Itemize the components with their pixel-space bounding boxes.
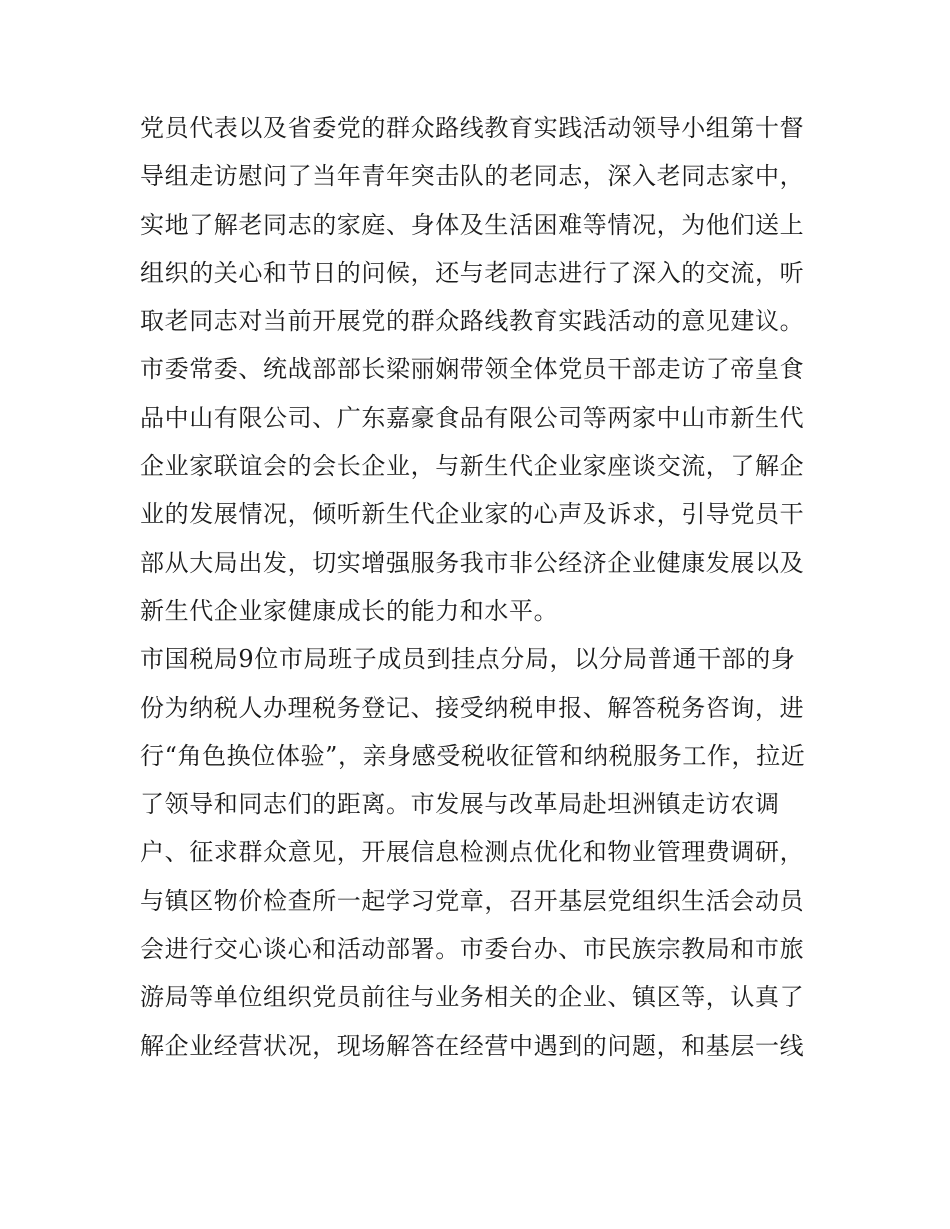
text-line: 品中山有限公司、广东嘉豪食品有限公司等两家中山市新生代	[140, 403, 805, 432]
text-line: 企业家联谊会的会长企业，与新生代企业家座谈交流，了解企	[140, 452, 805, 481]
text-line: 业的发展情况，倾听新生代企业家的心声及诉求，引导党员干	[140, 500, 805, 529]
text-line: 实地了解老同志的家庭、身体及生活困难等情况，为他们送上	[140, 210, 805, 239]
paragraph-2	[140, 345, 820, 635]
text-line: 市委常委、统战部部长梁丽娴带领全体党员干部走访了帝皇食	[140, 355, 805, 384]
text-line: 会进行交心谈心和活动部署。市委台办、市民族宗教局和市旅	[140, 935, 805, 964]
text-line: 解企业经营状况，现场解答在经营中遇到的问题，和基层一线	[140, 1031, 805, 1060]
document-body	[140, 104, 820, 1070]
text-line: 户、征求群众意见，开展信息检测点优化和物业管理费调研，	[140, 838, 805, 867]
text-line: 党员代表以及省委党的群众路线教育实践活动领导小组第十督	[140, 114, 805, 142]
text-line: 行“角色换位体验”，亲身感受税收征管和纳税服务工作，拉近	[140, 741, 806, 770]
text-line: 了领导和同志们的距离。市发展与改革局赴坦洲镇走访农调	[140, 790, 780, 819]
text-line: 份为纳税人办理税务登记、接受纳税申报、解答税务咨询，进	[140, 693, 805, 722]
paragraph-3	[140, 635, 820, 1070]
text-line: 导组走访慰问了当年青年突击队的老同志，深入老同志家中，	[140, 162, 805, 191]
text-line: 新生代企业家健康成长的能力和水平。	[140, 596, 559, 625]
text-line: 与镇区物价检查所一起学习党章，召开基层党组织生活会动员	[140, 886, 805, 915]
paragraph-1	[140, 104, 820, 345]
text-line: 部从大局出发，切实增强服务我市非公经济企业健康发展以及	[140, 548, 805, 577]
text-line: 游局等单位组织党员前往与业务相关的企业、镇区等，认真了	[140, 983, 805, 1012]
text-line: 市国税局9位市局班子成员到挂点分局，以分局普通干部的身	[140, 645, 796, 674]
text-line: 组织的关心和节日的问候，还与老同志进行了深入的交流，听	[140, 258, 805, 287]
text-line: 取老同志对当前开展党的群众路线教育实践活动的意见建议。	[140, 307, 805, 336]
